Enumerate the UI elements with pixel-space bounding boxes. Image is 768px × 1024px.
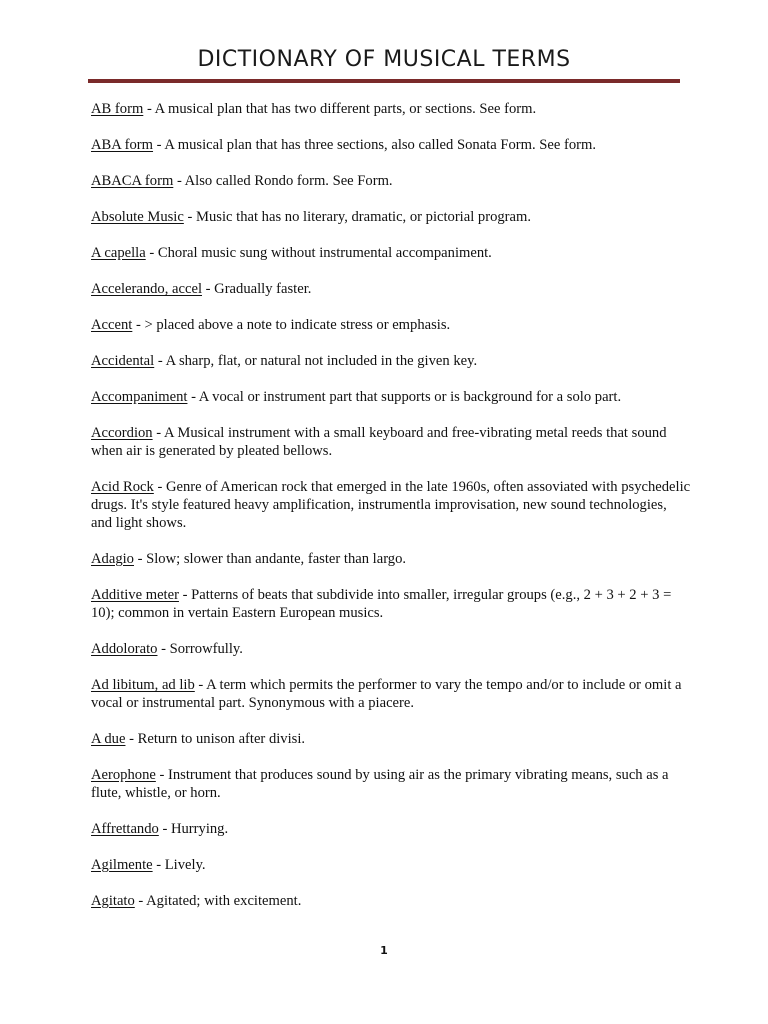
glossary-definition: - Also called Rondo form. See Form. <box>173 173 393 189</box>
glossary-term: Affrettando <box>91 821 159 837</box>
glossary-definition: - Sorrowfully. <box>157 641 243 657</box>
glossary-definition: - A Musical instrument with a small keyboard and free-vibrating metal reeds that sound when air is generated by pleated bellows. <box>91 425 667 459</box>
glossary-entry <box>91 208 691 226</box>
glossary-entry <box>91 478 691 532</box>
title-divider <box>88 79 680 83</box>
glossary-term: Accompaniment <box>91 389 188 405</box>
glossary-entry <box>91 352 691 370</box>
glossary-term: Ad libitum, ad lib <box>91 677 195 693</box>
glossary-entry <box>91 676 691 712</box>
glossary-term: Agilmente <box>91 857 153 873</box>
glossary-entry <box>91 424 691 460</box>
glossary-entry <box>91 730 691 748</box>
glossary-entry <box>91 136 691 154</box>
glossary-definition: - Choral music sung without instrumental accompaniment. <box>145 245 492 261</box>
glossary-definition: - Agitated; with excitement. <box>134 893 302 909</box>
glossary-definition: - Gradually faster. <box>202 281 312 297</box>
glossary-definition: - A term which permits the performer to vary the tempo and/or to include or omit a vocal or instrumental part. Synonymous with a piacere. <box>91 677 682 711</box>
glossary-entry <box>91 640 691 658</box>
glossary-term: A capella <box>91 245 146 261</box>
glossary-term: ABA form <box>91 137 154 153</box>
glossary-term: Accent <box>91 317 133 333</box>
glossary-definition: - Genre of American rock that emerged in the late 1960s, often assoviated with psychedelic drugs. It's style featured heavy amplification, instrumentla improvisation, new sound technologies, and light shows. <box>91 479 691 531</box>
glossary-definition: - Return to unison after divisi. <box>125 731 306 747</box>
glossary-entry <box>91 856 691 874</box>
glossary-term: ABACA form <box>91 173 174 189</box>
glossary-term: Accordion <box>91 425 153 441</box>
glossary-definition: - > placed above a note to indicate stress or emphasis. <box>132 317 451 333</box>
glossary-term: Accelerando, accel <box>91 281 202 297</box>
glossary-entry <box>91 550 691 568</box>
glossary-entry <box>91 280 691 298</box>
glossary-term: Adagio <box>91 551 134 567</box>
glossary-term: Accidental <box>91 353 155 369</box>
glossary-term: Absolute Music <box>91 209 184 225</box>
glossary-entry <box>91 100 691 118</box>
glossary-term: Additive meter <box>91 587 179 603</box>
glossary-term: Agitato <box>91 893 135 909</box>
page-title: DICTIONARY OF MUSICAL TERMS <box>197 47 571 72</box>
glossary-entry <box>91 892 691 910</box>
glossary-entry <box>91 172 691 190</box>
glossary-definition: - Music that has no literary, dramatic, or pictorial program. <box>183 209 532 225</box>
glossary-entry <box>91 244 691 262</box>
glossary-definition: - A musical plan that has three sections, also called Sonata Form. See form. <box>153 137 597 153</box>
glossary-entry <box>91 316 691 334</box>
glossary-entry <box>91 586 691 622</box>
glossary-definition: - Hurrying. <box>158 821 229 837</box>
glossary-definition: - Patterns of beats that subdivide into smaller, irregular groups (e.g., 2 + 3 + 2 + 3 = 10); common in vertain Eastern European musics. <box>91 587 672 621</box>
glossary-definition: - A vocal or instrument part that supports or is background for a solo part. <box>187 389 622 405</box>
glossary-entry <box>91 766 691 802</box>
glossary-term: Aerophone <box>91 767 156 783</box>
glossary-definition: - A musical plan that has two different parts, or sections. See form. <box>143 101 537 117</box>
glossary-term: AB form <box>91 101 144 117</box>
glossary-entry <box>91 820 691 838</box>
glossary-definition: - A sharp, flat, or natural not included in the given key. <box>154 353 478 369</box>
glossary-definition: - Instrument that produces sound by using air as the primary vibrating means, such as a flute, whistle, or horn. <box>91 767 669 801</box>
glossary-term: A due <box>91 731 126 747</box>
glossary-definition: - Lively. <box>152 857 206 873</box>
glossary-entry <box>91 388 691 406</box>
glossary-list <box>91 100 691 928</box>
glossary-definition: - Slow; slower than andante, faster than largo. <box>133 551 407 567</box>
glossary-term: Addolorato <box>91 641 158 657</box>
glossary-term: Acid Rock <box>91 479 154 495</box>
page-number: 1 <box>380 944 388 957</box>
